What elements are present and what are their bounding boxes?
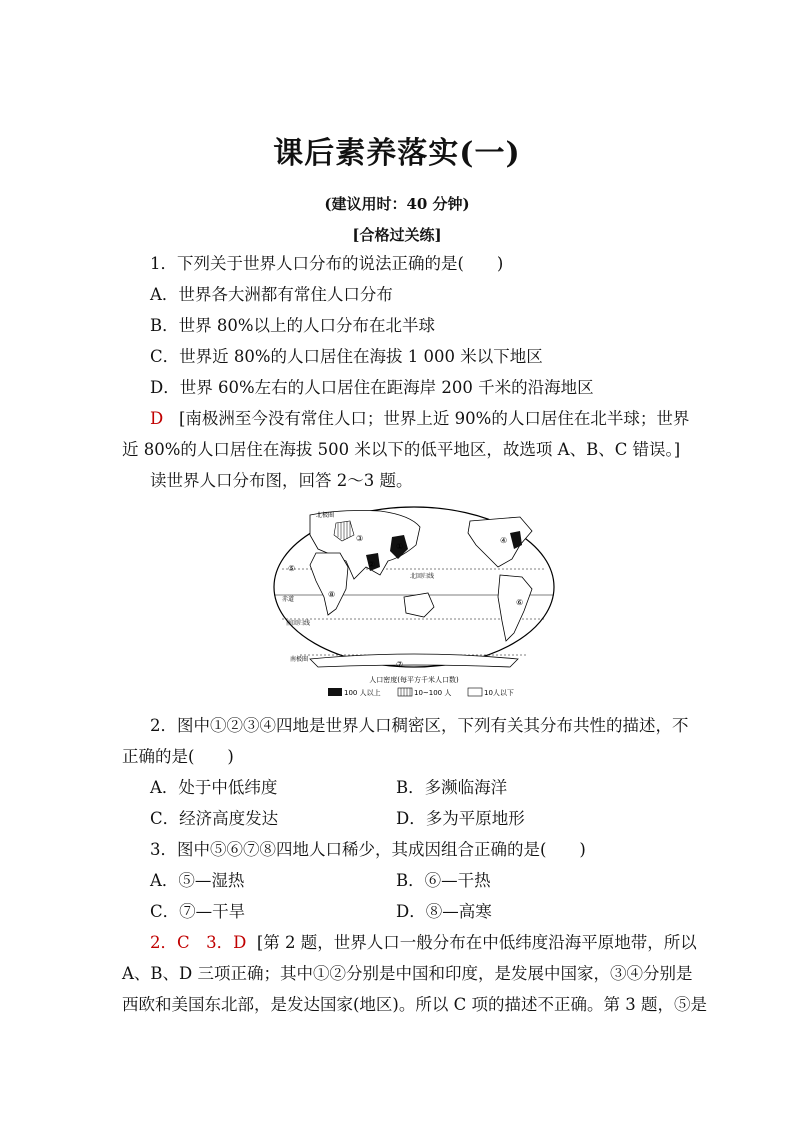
time-note: (建议用时：40 分钟) bbox=[324, 195, 470, 213]
q2-option-a: A．处于中低纬度 bbox=[150, 778, 278, 797]
q1-stem: 1．下列关于世界人口分布的说法正确的是( ) bbox=[150, 254, 504, 273]
q2-stem-line2: 正确的是( ) bbox=[122, 747, 234, 766]
marker-4: ④ bbox=[500, 536, 508, 545]
legend-low-label: 10人以下 bbox=[484, 689, 514, 697]
legend-high-swatch bbox=[328, 688, 342, 696]
q1-option-c: C．世界近 80%的人口居住在海拔 1 000 米以下地区 bbox=[150, 347, 543, 366]
q2-option-b: B．多濒临海洋 bbox=[396, 778, 508, 797]
q3-option-b: B．⑥—干热 bbox=[396, 871, 491, 890]
q1-option-d: D．世界 60%左右的人口居住在距海岸 200 千米的沿海地区 bbox=[150, 378, 594, 397]
q3-option-d: D．⑧—高寒 bbox=[396, 902, 492, 921]
q1-answer: D bbox=[150, 409, 164, 428]
marker-5: ⑤ bbox=[288, 564, 296, 573]
world-population-map bbox=[270, 505, 558, 703]
q2-q3-explanation-text: [第 2 题，世界人口一般分布在中低纬度沿海平原地带，所以 bbox=[256, 933, 697, 952]
q3-stem: 3．图中⑤⑥⑦⑧四地人口稀少，其成因组合正确的是( ) bbox=[150, 840, 586, 859]
legend-mid-label: 10~100 人 bbox=[414, 689, 452, 697]
q2-q3-answers: 2．C 3．D bbox=[150, 933, 247, 952]
map-intro: 读世界人口分布图，回答 2～3 题。 bbox=[150, 471, 413, 490]
antarctic-circle-label: 南极圈 bbox=[290, 656, 309, 663]
q2-q3-explanation-line3: 西欧和美国东北部，是发达国家(地区)。所以 C 项的描述不正确。第 3 题，⑤是 bbox=[122, 995, 707, 1014]
marker-1: ① bbox=[396, 542, 404, 551]
marker-2: ② bbox=[368, 560, 376, 569]
q1-option-b: B．世界 80%以上的人口分布在北半球 bbox=[150, 316, 436, 335]
legend-low-swatch bbox=[468, 688, 482, 696]
tropic-north-label: 北回归线 bbox=[410, 573, 435, 580]
q1-explanation-line2: 近 80%的人口居住在海拔 500 米以下的低平地区，故选项 A、B、C 错误。] bbox=[122, 440, 681, 459]
tropic-south-label: 南回归线 bbox=[286, 620, 311, 627]
section-heading: [合格过关练] bbox=[352, 226, 442, 244]
marker-3: ③ bbox=[356, 534, 364, 543]
legend-title: 人口密度(每平方千米人口数) bbox=[369, 676, 459, 684]
q1-explanation-line1 bbox=[150, 409, 689, 429]
q3-option-c: C．⑦—干旱 bbox=[150, 902, 246, 921]
legend-high-label: 100 人以上 bbox=[344, 689, 381, 697]
equator-label: 赤道 bbox=[282, 596, 295, 603]
q3-option-a: A．⑤—湿热 bbox=[150, 871, 245, 890]
marker-8: ⑧ bbox=[328, 590, 336, 599]
page-title: 课后素养落实(一) bbox=[273, 136, 521, 171]
q2-q3-explanation-line1 bbox=[150, 933, 697, 953]
q2-stem-line1: 2．图中①②③④四地是世界人口稠密区，下列有关其分布共性的描述，不 bbox=[150, 716, 689, 735]
q2-option-d: D．多为平原地形 bbox=[396, 809, 525, 828]
q1-explanation-text: [南极洲至今没有常住人口；世界上近 90%的人口居住在北半球；世界 bbox=[178, 409, 690, 428]
q2-option-c: C．经济高度发达 bbox=[150, 809, 279, 828]
q1-option-a: A．世界各大洲都有常住人口分布 bbox=[150, 285, 393, 304]
arctic-circle-label: 北极圈 bbox=[316, 512, 335, 519]
q2-q3-explanation-line2: A、B、D 三项正确；其中①②分别是中国和印度，是发展中国家，③④分别是 bbox=[122, 964, 693, 983]
marker-7: ⑦ bbox=[396, 660, 404, 669]
marker-6: ⑥ bbox=[516, 598, 524, 607]
